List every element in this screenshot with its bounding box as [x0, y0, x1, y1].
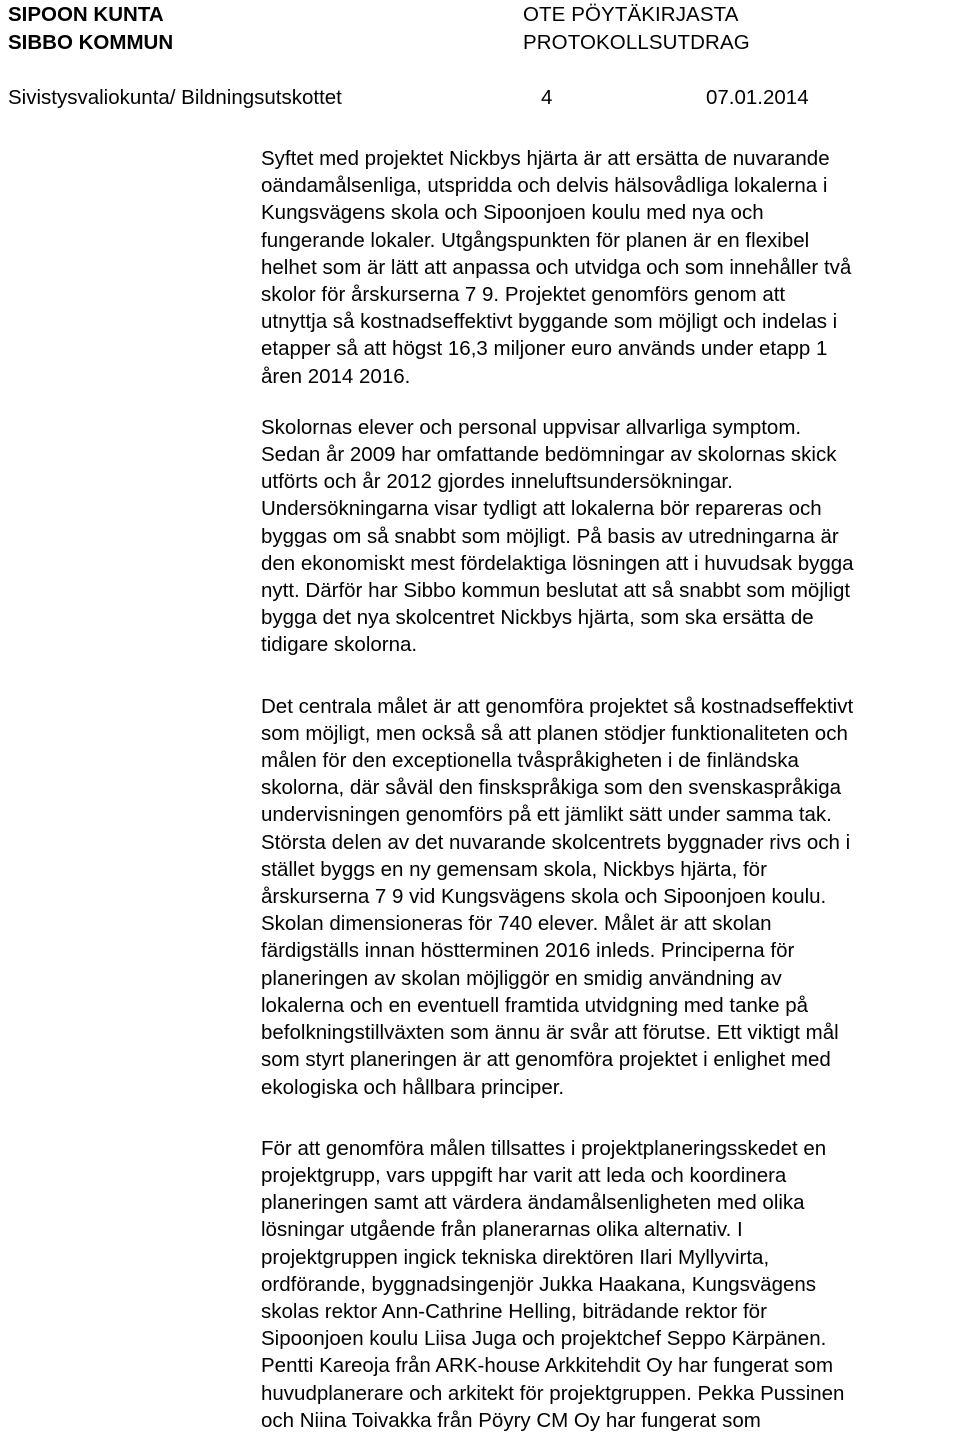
paragraph-indoor-air-problems: Skolornas elever och personal uppvisar allvarliga symptom. Sedan år 2009 har omfattande bedömningar av skolornas skick utförts och år 2012 gjordes inneluftsundersökningar. Undersökningarna visar tydligt att lokalerna bör repareras och byggas om så snabbt som möjligt. På basis av utredningarna är den ekonomiskt mest fördelaktiga lösningen att i huvudsak bygga nytt. Därför har Sibbo kommun beslutat att så snabbt som möjligt bygga det nya skolcentret Nickbys hjärta, som ska ersätta de tidigare skolorna. [261, 415, 854, 657]
paragraph-central-goal: Det centrala målet är att genomföra projektet så kostnadseffektivt som möjligt, men också så att planen stödjer funktionaliteten och målen för den exceptionella tvåspråkigheten i de finländska skolorna, där såväl den finskspråkiga som den svenskaspråkiga undervisningen genomförs på ett jämlikt sätt under samma tak. Största delen av det nuvarande skolcentrets byggnader rivs och i stället byggs en ny gemensam skola, Nickbys hjärta, för årskurserna 7 9 vid Kungsvägens skola och Sipoonjoen koulu. Skolan dimensioneras för 740 elever. Målet är att skolan färdigställs innan höstterminen 2016 inleds. Principerna för planeringen av skolan möjliggör en smidig användning av lokalerna och en eventuell framtida utvidgning med tanke på befolkningstillväxten som ännu är svår att förutse. Ett viktigt mål som styrt planeringen är att genomföra projektet i enlighet med ekologiska och hållbara principer. [261, 694, 854, 1099]
document-type-swedish: PROTOKOLLSUTDRAG [523, 31, 750, 54]
minutes-body [261, 145, 959, 1434]
municipality-name-block [8, 1, 173, 57]
meeting-date: 07.01.2014 [706, 86, 809, 109]
municipality-name-swedish: SIBBO KOMMUN [8, 31, 174, 54]
municipality-name-finnish: SIPOON KUNTA [8, 3, 164, 26]
paragraph-project-group: För att genomföra målen tillsattes i projektplaneringsskedet en projektgrupp, vars uppgift har varit att leda och koordinera planeringen samt att värdera ändamålsenligheten med olika lösningar utgående från planerarnas olika alternativ. I projektgruppen ingick tekniska direktören Ilari Myllyvirta, ordförande, byggnadsingenjör Jukka Haakana, Kungsvägens skolas rektor Ann-Cathrine Helling, biträdande rektor för Sipoonjoen koulu Liisa Juga och projektchef Seppo Kärpänen. Pentti Kareoja från ARK-house Arkkitehdit Oy har fungerat som huvudplanerare och arkitekt för projektgruppen. Pekka Pussinen och Niina Toivakka från Pöyry CM Oy har fungerat som [261, 1136, 845, 1432]
document-type-block [523, 1, 750, 57]
committee-name: Sivistysvaliokunta/ Bildningsutskottet [8, 86, 342, 109]
paragraph-project-purpose: Syftet med projektet Nickbys hjärta är att ersätta de nuvarande oändamålsenliga, utspridda och delvis hälsovådliga lokalerna i Kungsvägens skola och Sipoonjoen koulu med nya och fungerande lokaler. Utgångspunkten för planen är en flexibel helhet som är lätt att anpassa och utvidga och som innehåller två skolor för årskurserna 7 9. Projektet genomförs genom att utnyttja så kostnadseffektivt byggande som möjligt och indelas i etapper så att högst 16,3 miljoner euro används under etapp 1 åren 2014 2016. [261, 147, 852, 388]
page-number: 4 [541, 86, 553, 109]
document-type-finnish: OTE PÖYTÄKIRJASTA [523, 3, 739, 26]
